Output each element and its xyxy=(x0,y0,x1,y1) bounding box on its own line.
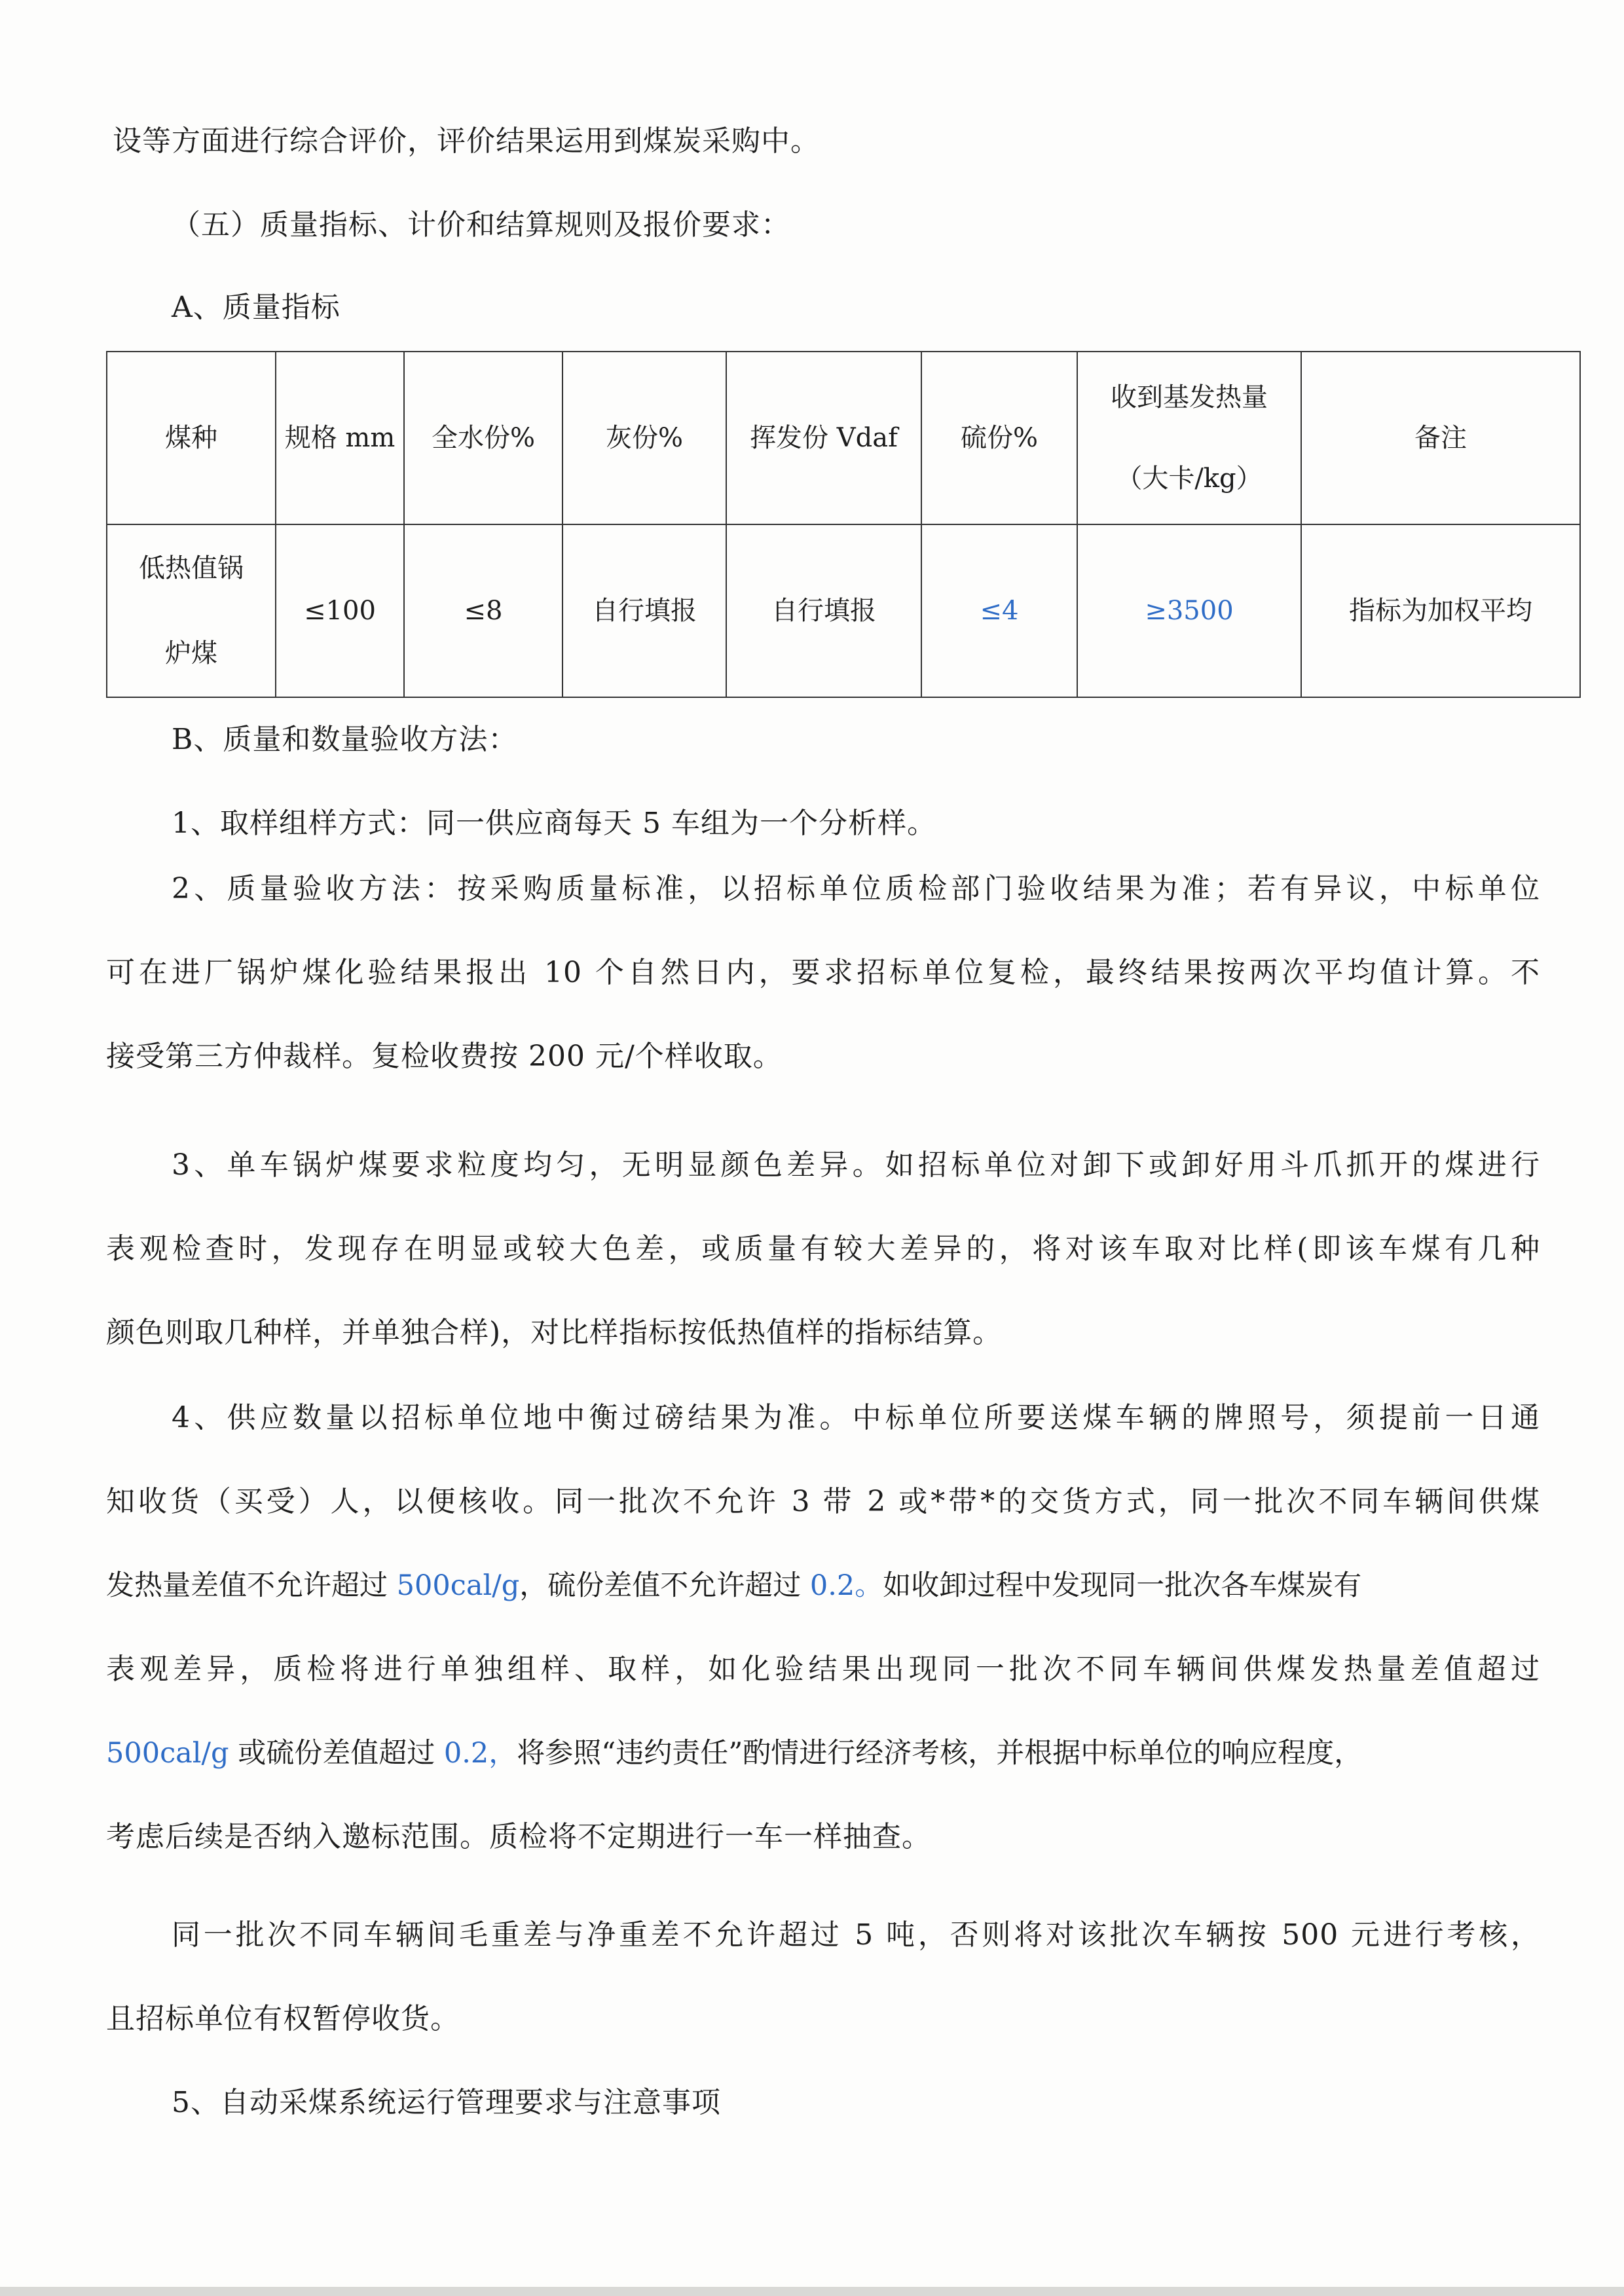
header-volatile: 挥发份 Vdaf xyxy=(726,352,921,524)
item-2-line-3: 接受第三方仲裁样。复检收费按 200 元/个样收取。 xyxy=(106,1040,783,1073)
item-4-line-5 xyxy=(106,1734,1547,1773)
subheading-quality-index: A、质量指标 xyxy=(172,291,341,324)
quality-index-table xyxy=(106,351,1581,698)
cell-remark: 指标为加权平均 xyxy=(1301,524,1580,697)
item-4-line-5-b: 或硫份差值超过 xyxy=(229,1737,444,1770)
item-4-line-3-e: 如收卸过程中发现同一批次各车煤炭有 xyxy=(883,1569,1362,1602)
page-bottom-edge xyxy=(0,2287,1624,2296)
item-5-heading: 5、自动采煤系统运行管理要求与注意事项 xyxy=(172,2086,721,2119)
header-heat-line2: （大卡/kg） xyxy=(1116,464,1263,494)
header-ash: 灰份% xyxy=(563,352,726,524)
cell-sulfur: ≤4 xyxy=(921,524,1077,697)
item-4-line-3-a: 发热量差值不允许超过 xyxy=(106,1569,397,1602)
cell-heat-value: ≥3500 xyxy=(1077,524,1301,697)
subheading-acceptance-method: B、质量和数量验收方法： xyxy=(172,723,518,756)
item-4-line-4: 表观差异，质检将进行单独组样、取样，如化验结果出现同一批次不同车辆间供煤发热量差值超过 xyxy=(106,1652,1540,1686)
item-1-sampling: 1、取样组样方式：同一供应商每天 5 车组为一个分析样。 xyxy=(172,807,936,840)
weight-diff-line-1: 同一批次不同车辆间毛重差与净重差不允许超过 5 吨，否则将对该批次车辆按 500 元进行考核， xyxy=(172,1918,1540,1952)
intro-line: 设等方面进行综合评价，评价结果运用到煤炭采购中。 xyxy=(113,124,820,158)
item-2-line-1: 2、质量验收方法：按采购质量标准，以招标单位质检部门验收结果为准；若有异议，中标单位 xyxy=(172,872,1540,905)
cell-ash: 自行填报 xyxy=(563,524,726,697)
weight-diff-line-2: 且招标单位有权暂停收货。 xyxy=(106,2002,460,2035)
cell-coal-type-line2: 炉煤 xyxy=(165,638,217,668)
heat-diff-limit-2: 500cal/g xyxy=(106,1737,229,1770)
cell-moisture: ≤8 xyxy=(404,524,563,697)
table-row xyxy=(107,524,1580,697)
table-header-row xyxy=(107,352,1580,524)
header-moisture: 全水份% xyxy=(404,352,563,524)
item-4-line-2: 知收货（买受）人，以便核收。同一批次不允许 3 带 2 或*带*的交货方式，同一批次不同车辆间供煤 xyxy=(106,1485,1540,1518)
item-3-line-2: 表观检查时，发现存在明显或较大色差，或质量有较大差异的，将对该车取对比样(即该车煤有几种 xyxy=(106,1232,1540,1266)
item-4-line-3 xyxy=(106,1566,1547,1605)
header-remark: 备注 xyxy=(1301,352,1580,524)
item-2-line-2: 可在进厂锅炉煤化验结果报出 10 个自然日内，要求招标单位复检，最终结果按两次平均值计算。不 xyxy=(106,956,1540,989)
heat-diff-limit: 500cal/g xyxy=(396,1569,520,1602)
section-heading-5: （五）质量指标、计价和结算规则及报价要求： xyxy=(172,208,790,242)
item-4-line-5-d: 将参照“违约责任”酌情进行经济考核，并根据中标单位的响应程度， xyxy=(517,1737,1363,1770)
sulfur-diff-limit: 0.2。 xyxy=(809,1569,883,1602)
item-3-line-1: 3、单车锅炉煤要求粒度均匀，无明显颜色差异。如招标单位对卸下或卸好用斗爪抓开的煤进行 xyxy=(172,1148,1540,1182)
cell-coal-type xyxy=(107,524,276,697)
header-sulfur: 硫份% xyxy=(921,352,1077,524)
header-heat-line1: 收到基发热量 xyxy=(1111,382,1268,412)
item-4-line-3-c: ，硫份差值不允许超过 xyxy=(519,1569,810,1602)
header-spec: 规格 mm xyxy=(276,352,404,524)
header-heat-value xyxy=(1077,352,1301,524)
header-coal-type: 煤种 xyxy=(107,352,276,524)
cell-coal-type-line1: 低热值锅 xyxy=(139,553,244,583)
cell-volatile: 自行填报 xyxy=(726,524,921,697)
sulfur-diff-limit-2: 0.2， xyxy=(443,1737,517,1770)
item-4-line-1: 4、供应数量以招标单位地中衡过磅结果为准。中标单位所要送煤车辆的牌照号，须提前一日通 xyxy=(172,1401,1540,1434)
cell-spec: ≤100 xyxy=(276,524,404,697)
item-4-line-6: 考虑后续是否纳入邀标范围。质检将不定期进行一车一样抽查。 xyxy=(106,1820,931,1853)
item-3-line-3: 颜色则取几种样，并单独合样)，对比样指标按低热值样的指标结算。 xyxy=(106,1316,1003,1349)
